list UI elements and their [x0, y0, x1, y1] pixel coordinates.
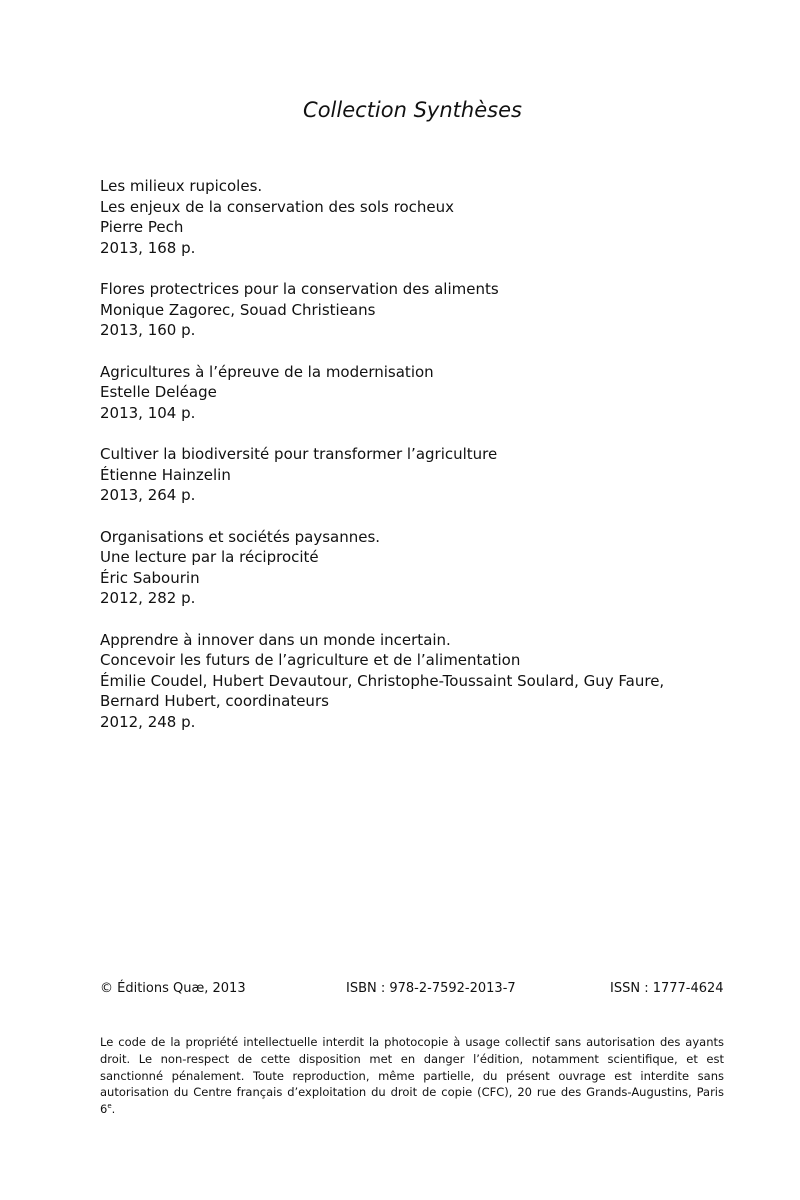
book-author-line: Émilie Coudel, Hubert Devautour, Christophe-Toussaint Soulard, Guy Faure, [100, 671, 665, 690]
book-entry [100, 630, 720, 733]
book-subtitle-line: Les enjeux de la conservation des sols rocheux [100, 197, 455, 216]
collection-title: Collection Synthèses [303, 98, 522, 122]
book-list [100, 176, 720, 753]
book-author-line: Estelle Deléage [100, 383, 217, 401]
book-author-line: Pierre Pech [100, 218, 184, 236]
book-entry [100, 176, 720, 258]
book-entry [100, 279, 720, 341]
book-title-line: Flores protectrices pour la conservation des aliments [100, 280, 499, 298]
book-year-pages: 2013, 160 p. [100, 321, 196, 339]
legal-notice-superscript: e [107, 1102, 112, 1111]
isbn-number: ISBN : 978-2-7592-2013-7 [346, 981, 516, 996]
book-title-line: Agricultures à l’épreuve de la modernisation [100, 362, 434, 381]
copyright-notice: © Éditions Quæ, 2013 [100, 981, 246, 996]
book-entry [100, 444, 720, 506]
book-year-pages: 2013, 104 p. [100, 403, 196, 422]
book-subtitle-line: Concevoir les futurs de l’agriculture et de l’alimentation [100, 651, 521, 669]
book-title-line: Organisations et sociétés paysannes. [100, 527, 381, 546]
book-entry [100, 527, 720, 609]
book-title-line: Cultiver la biodiversité pour transformer l’agriculture [100, 445, 498, 463]
book-title-line: Les milieux rupicoles. [100, 177, 263, 195]
book-author-line: Bernard Hubert, coordinateurs [100, 692, 329, 710]
book-year-pages: 2012, 282 p. [100, 589, 196, 607]
legal-notice [100, 1034, 724, 1118]
legal-notice-end: . [111, 1102, 116, 1117]
book-year-pages: 2013, 168 p. [100, 238, 196, 257]
book-year-pages: 2013, 264 p. [100, 486, 196, 504]
book-title-line: Apprendre à innover dans un monde incertain. [100, 630, 451, 649]
legal-notice-text: Le code de la propriété intellectuelle interdit la photocopie à usage collectif sans autorisation des ayants droit. Le non-respect de cette disposition met en danger l’édition, notamment scientifique, et est sanctionné pénalement. Toute reproduction, même partielle, du présent ouvrage est interdite sans autorisation du Centre français d’exploitation du droit de copie (CFC), 20 rue des Grands-Augustins, Paris 6 [100, 1035, 724, 1117]
book-entry [100, 362, 720, 424]
book-author-line: Étienne Hainzelin [100, 465, 231, 484]
book-year-pages: 2012, 248 p. [100, 712, 196, 731]
book-author-line: Éric Sabourin [100, 568, 200, 587]
book-subtitle-line: Une lecture par la réciprocité [100, 548, 319, 566]
issn-number: ISSN : 1777-4624 [610, 981, 724, 996]
book-author-line: Monique Zagorec, Souad Christieans [100, 300, 376, 319]
